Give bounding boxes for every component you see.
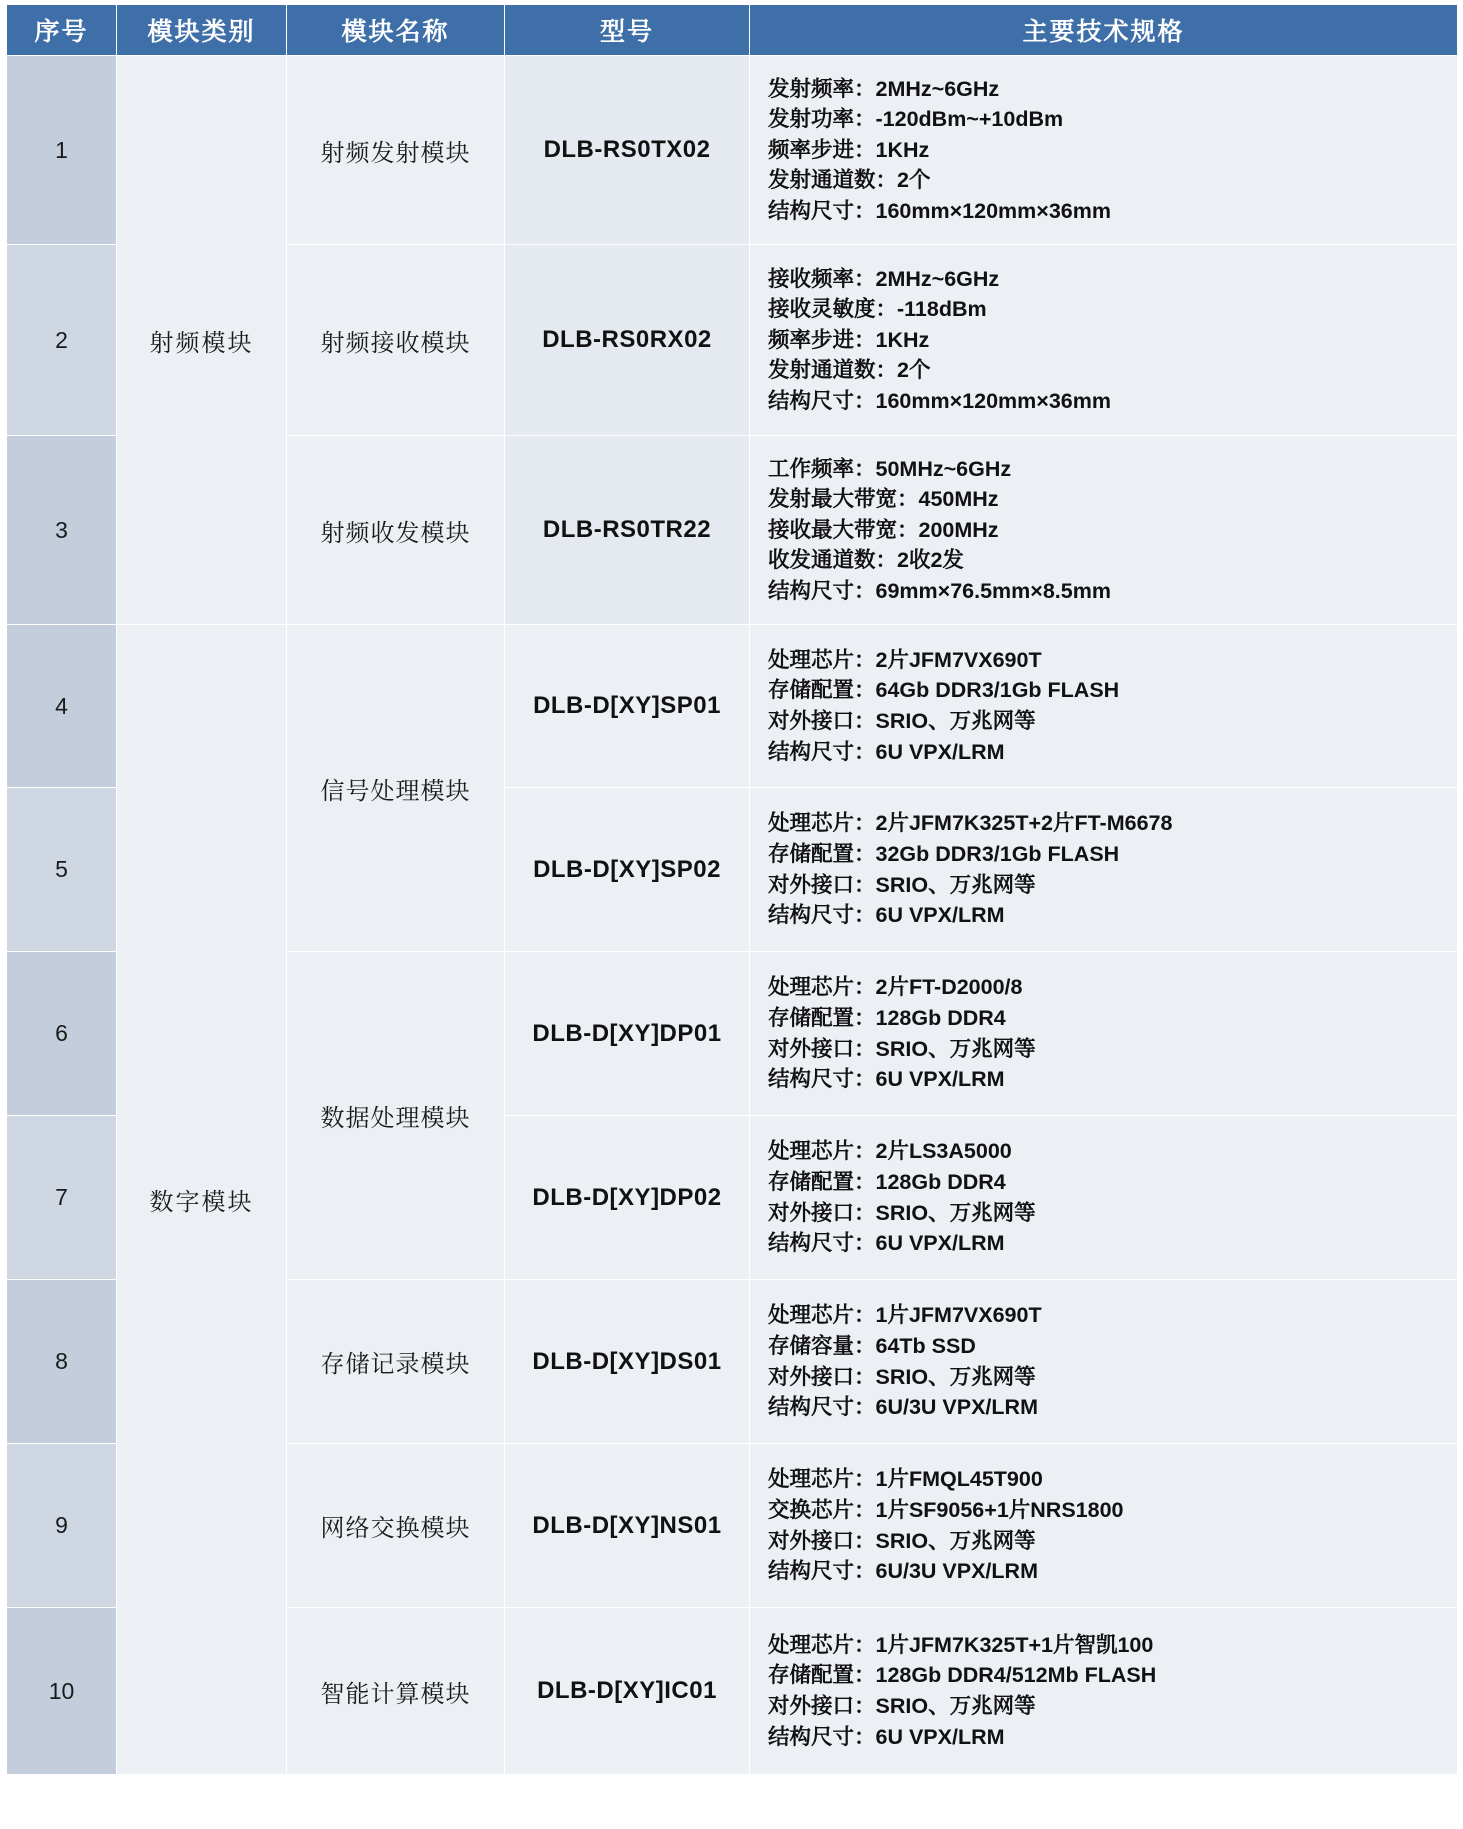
cell-seq: 4 (7, 625, 117, 788)
cell-spec (750, 952, 1458, 1116)
cell-category-rf: 射频模块 (117, 56, 287, 625)
cell-model: DLB-D[XY]DP02 (505, 1116, 750, 1280)
cell-name-signal-proc: 信号处理模块 (287, 625, 505, 952)
cell-model: DLB-D[XY]DS01 (505, 1280, 750, 1444)
cell-model: DLB-D[XY]DP01 (505, 952, 750, 1116)
spec-line: 接收频率：2MHz~6GHz (768, 266, 1000, 291)
spec-line: 工作频率：50MHz~6GHz (768, 456, 1012, 481)
spec-line: 存储容量：64Tb SSD (768, 1333, 976, 1358)
spec-line: 结构尺寸：6U VPX/LRM (768, 1067, 1005, 1092)
spec-line: 结构尺寸：160mm×120mm×36mm (768, 198, 1111, 223)
cell-model: DLB-D[XY]SP01 (505, 625, 750, 788)
spec-line: 处理芯片：1片FMQL45T900 (768, 1467, 1043, 1492)
spec-line: 对外接口：SRIO、万兆网等 (768, 1528, 1036, 1553)
cell-model: DLB-RS0RX02 (505, 245, 750, 436)
spec-line: 对外接口：SRIO、万兆网等 (768, 1036, 1036, 1061)
spec-line: 结构尺寸：6U VPX/LRM (768, 739, 1005, 764)
cell-name-storage: 存储记录模块 (287, 1280, 505, 1444)
spec-line: 结构尺寸：69mm×76.5mm×8.5mm (768, 578, 1111, 603)
header-cell-name: 模块名称 (287, 5, 505, 56)
cell-spec (750, 1608, 1458, 1775)
spec-line: 接收最大带宽：200MHz (768, 517, 999, 542)
spec-line: 处理芯片：1片JFM7K325T+1片智凯100 (768, 1632, 1154, 1657)
header-cell-spec: 主要技术规格 (750, 5, 1458, 56)
spec-line: 结构尺寸：160mm×120mm×36mm (768, 388, 1111, 413)
spec-line: 结构尺寸：6U/3U VPX/LRM (768, 1559, 1038, 1584)
cell-spec (750, 1444, 1458, 1608)
cell-spec (750, 436, 1458, 625)
spec-line: 处理芯片：1片JFM7VX690T (768, 1303, 1042, 1328)
module-spec-table (6, 4, 1458, 1775)
cell-seq: 3 (7, 436, 117, 625)
cell-name-rf-tx: 射频发射模块 (287, 56, 505, 245)
cell-name-data-proc: 数据处理模块 (287, 952, 505, 1280)
cell-seq: 10 (7, 1608, 117, 1775)
cell-model: DLB-RS0TX02 (505, 56, 750, 245)
spec-line: 处理芯片：2片FT-D2000/8 (768, 975, 1023, 1000)
spec-line: 存储配置：128Gb DDR4/512Mb FLASH (768, 1663, 1157, 1688)
cell-seq: 8 (7, 1280, 117, 1444)
spec-line: 发射频率：2MHz~6GHz (768, 76, 1000, 101)
spec-line: 对外接口：SRIO、万兆网等 (768, 1364, 1036, 1389)
cell-seq: 5 (7, 788, 117, 952)
cell-seq: 9 (7, 1444, 117, 1608)
header-cell-model: 型号 (505, 5, 750, 56)
header-cell-category: 模块类别 (117, 5, 287, 56)
spec-line: 存储配置：32Gb DDR3/1Gb FLASH (768, 841, 1120, 866)
cell-seq: 1 (7, 56, 117, 245)
cell-name-rf-rx: 射频接收模块 (287, 245, 505, 436)
spec-line: 存储配置：128Gb DDR4 (768, 1169, 1006, 1194)
spec-line: 结构尺寸：6U/3U VPX/LRM (768, 1395, 1038, 1420)
header-cell-seq: 序号 (7, 5, 117, 56)
table-body (7, 56, 1458, 1775)
spec-line: 交换芯片：1片SF9056+1片NRS1800 (768, 1497, 1124, 1522)
spec-line: 处理芯片：2片JFM7K325T+2片FT-M6678 (768, 811, 1173, 836)
cell-spec (750, 56, 1458, 245)
spec-line: 结构尺寸：6U VPX/LRM (768, 1231, 1005, 1256)
cell-seq: 2 (7, 245, 117, 436)
table-row (7, 56, 1458, 245)
spec-line: 对外接口：SRIO、万兆网等 (768, 1200, 1036, 1225)
cell-spec (750, 245, 1458, 436)
table-row (7, 625, 1458, 788)
spec-line: 接收灵敏度：-118dBm (768, 297, 987, 322)
spec-line: 结构尺寸：6U VPX/LRM (768, 903, 1005, 928)
spec-line: 结构尺寸：6U VPX/LRM (768, 1724, 1005, 1749)
spec-line: 存储配置：128Gb DDR4 (768, 1005, 1006, 1030)
spec-line: 频率步进：1KHz (768, 327, 930, 352)
spec-line: 发射最大带宽：450MHz (768, 487, 999, 512)
spec-line: 发射功率：-120dBm~+10dBm (768, 107, 1064, 132)
cell-spec (750, 1280, 1458, 1444)
cell-model: DLB-D[XY]NS01 (505, 1444, 750, 1608)
spec-line: 对外接口：SRIO、万兆网等 (768, 709, 1036, 733)
spec-line: 对外接口：SRIO、万兆网等 (768, 1694, 1036, 1718)
cell-spec (750, 625, 1458, 788)
cell-spec (750, 1116, 1458, 1280)
cell-spec (750, 788, 1458, 952)
spec-line: 处理芯片：2片JFM7VX690T (768, 647, 1042, 672)
cell-name-rf-trx: 射频收发模块 (287, 436, 505, 625)
cell-seq: 6 (7, 952, 117, 1116)
cell-category-digital: 数字模块 (117, 625, 287, 1775)
spec-line: 处理芯片：2片LS3A5000 (768, 1139, 1012, 1164)
spec-line: 存储配置：64Gb DDR3/1Gb FLASH (768, 678, 1120, 703)
cell-model: DLB-RS0TR22 (505, 436, 750, 625)
spec-line: 收发通道数：2收2发 (768, 548, 964, 573)
cell-model: DLB-D[XY]SP02 (505, 788, 750, 952)
spec-line: 对外接口：SRIO、万兆网等 (768, 872, 1036, 897)
table-header (7, 5, 1458, 56)
spec-line: 发射通道数：2个 (768, 168, 931, 193)
cell-seq: 7 (7, 1116, 117, 1280)
cell-model: DLB-D[XY]IC01 (505, 1608, 750, 1775)
header-row (7, 5, 1458, 56)
spec-line: 发射通道数：2个 (768, 358, 931, 383)
cell-name-network-switch: 网络交换模块 (287, 1444, 505, 1608)
spec-line: 频率步进：1KHz (768, 137, 930, 162)
cell-name-intelligent-compute: 智能计算模块 (287, 1608, 505, 1775)
